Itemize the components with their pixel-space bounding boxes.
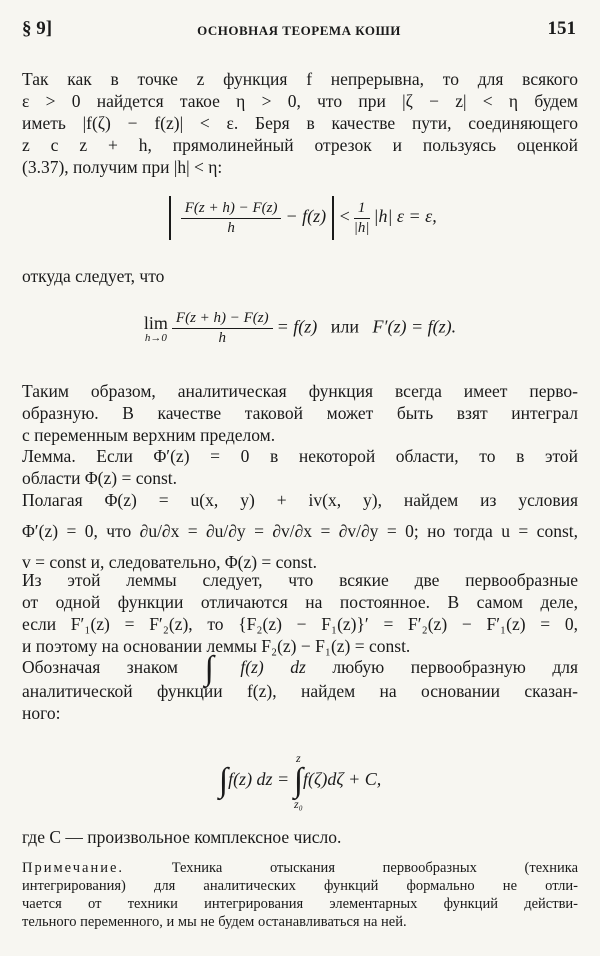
integral-sign: ∫: [293, 762, 304, 799]
lhs: f(z) dz =: [228, 769, 290, 790]
text-line: от одной функции отличаются на постоянное. В самом деле,: [22, 592, 578, 612]
denominator: |h|: [353, 219, 370, 236]
page-number: 151: [547, 18, 576, 39]
paragraph-corollary: [22, 569, 578, 657]
integrand: f(z) dz: [240, 657, 306, 677]
footnote: [22, 859, 578, 931]
upper-limit: z: [296, 751, 301, 765]
less-than: <: [339, 206, 350, 227]
text-line: тельного переменного, и мы не будем останавливаться на ней.: [22, 914, 407, 930]
text-line: чается от техники интегрирования элементарных функций действи-: [22, 896, 578, 912]
denominator: h: [227, 219, 235, 236]
integral-sign: ∫: [204, 649, 214, 687]
rhs-1: = f(z): [276, 316, 318, 337]
text-line: аналитической функции f(z), найдем на основании сказан-: [22, 680, 578, 701]
text-line: [22, 649, 579, 687]
lower-limit: z₀: [293, 797, 303, 811]
text-line: Таким образом, аналитическая функция всегда имеет перво-: [22, 381, 578, 401]
definite-integral: [294, 752, 303, 810]
rhs: f(ζ)dζ + C,: [303, 769, 382, 790]
numerator: F(z + h) − F(z): [181, 200, 282, 219]
text-segment: любую первообразную для: [332, 657, 579, 677]
text-line: интегрирования) для аналитических функций формально не отли-: [22, 878, 578, 894]
text-line: z с z + h, прямолинейный отрезок и пользуясь оценкой: [22, 135, 578, 155]
minus-fz: − f(z): [285, 206, 327, 227]
text-line: с переменным верхним пределом.: [22, 425, 276, 445]
paragraph-proof: [22, 489, 578, 573]
rhs-2: F′(z) = f(z).: [372, 316, 457, 337]
equation-limit: [0, 310, 600, 347]
difference-quotient: [181, 200, 282, 237]
text-segment: Обозначая знаком: [22, 657, 178, 677]
abs-bar-left: [169, 196, 171, 240]
abs-bar-right: [332, 196, 334, 240]
text-line: [22, 859, 578, 877]
text-line: области Φ(z) = const.: [22, 468, 178, 488]
text-line: Лемма. Если Φ′(z) = 0 в некоторой области, то в этой: [22, 446, 578, 466]
text-line: ε > 0 найдется такое η > 0, что при |ζ − z| < η будем: [22, 91, 578, 111]
note-label: Примечание.: [22, 860, 125, 876]
text-line: откуда следует, что: [22, 266, 165, 286]
numerator: F(z + h) − F(z): [172, 310, 273, 329]
text-line: (3.37), получим при |h| < η:: [22, 157, 223, 177]
equation-indefinite-integral: [0, 752, 600, 810]
lim-subscript: h→0: [144, 332, 167, 344]
text-line: Полагая Φ(z) = u(x, y) + iv(x, y), найдем из условия: [22, 490, 578, 510]
or-word: или: [330, 316, 360, 337]
difference-quotient: [172, 310, 273, 347]
text-line: образную. В качестве таковой может быть взят интеграл: [22, 403, 578, 423]
text-transition: [22, 265, 578, 287]
running-header: [22, 18, 576, 46]
numerator: 1: [354, 200, 370, 219]
text-line: Из этой леммы следует, что всякие две первообразные: [22, 570, 578, 590]
section-number: § 9]: [22, 18, 53, 39]
text-line: ного:: [22, 702, 61, 723]
integral-sign: ∫: [218, 762, 229, 799]
reciprocal-h: [354, 200, 370, 237]
limit-operator: [144, 313, 168, 344]
text-line: и поэтому на основании леммы F₂(z) − F₁(z) = const.: [22, 636, 411, 656]
lim-label: lim: [143, 313, 168, 333]
text-segment: Техника отыскания первообразных (техника: [171, 860, 579, 876]
text-line: Φ′(z) = 0, что ∂u/∂x = ∂u/∂y = ∂v/∂x = ∂v/∂y = 0; но тогда u = const,: [22, 521, 578, 541]
paragraph-continuity: [22, 68, 578, 178]
text-line: v = const и, следовательно, Φ(z) = const.: [22, 552, 317, 572]
equation-estimate: [0, 196, 600, 240]
text-constant: [22, 826, 578, 848]
denominator: h: [218, 330, 227, 346]
lemma: [22, 445, 578, 489]
text-line: Так как в точке z функция f непрерывна, то для всякого: [22, 69, 578, 89]
running-title: ОСНОВНАЯ ТЕОРЕМА КОШИ: [197, 23, 401, 38]
rhs: |h| ε = ε,: [373, 206, 437, 227]
text-line: иметь |f(ζ) − f(z)| < ε. Беря в качестве пути, соединяющего: [22, 113, 578, 133]
paragraph-notation: [22, 649, 579, 724]
text-line: где C — произвольное комплексное число.: [22, 827, 342, 847]
text-line: если F′₁(z) = F′₂(z), то {F₂(z) − F₁(z)}′ = F′₂(z) − F′₁(z) = 0,: [22, 614, 578, 634]
paragraph-antiderivative: [22, 380, 578, 446]
